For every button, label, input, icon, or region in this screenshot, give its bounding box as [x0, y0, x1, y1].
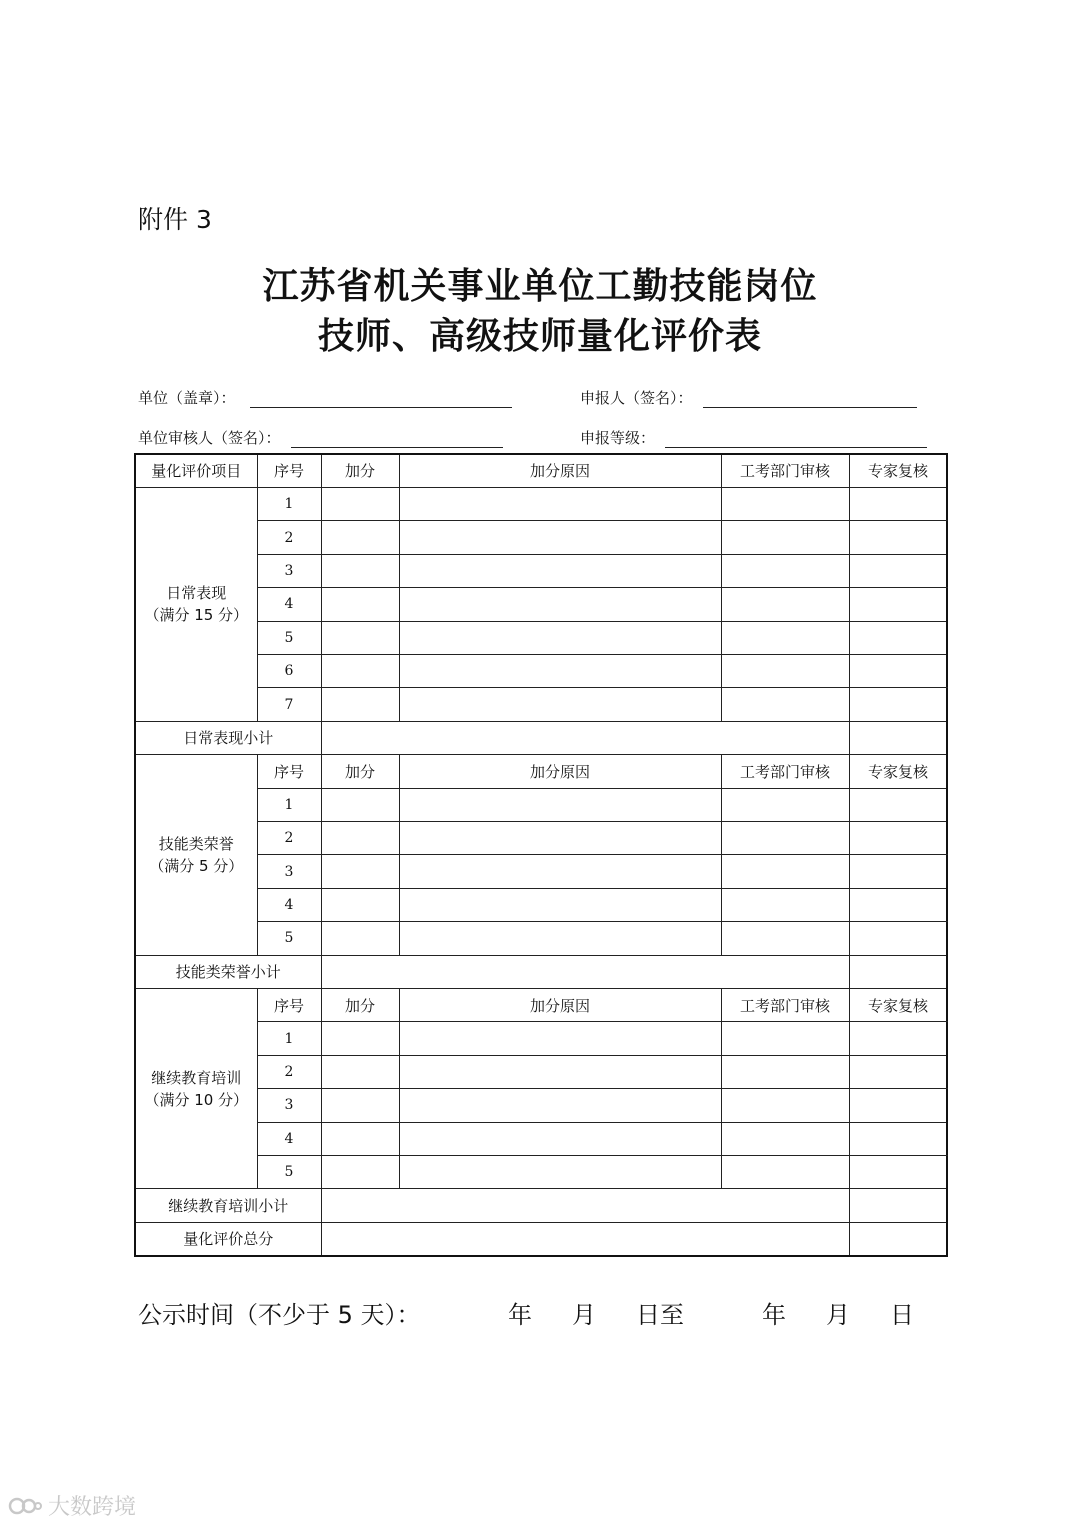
- table-row: [135, 588, 947, 621]
- score-cell[interactable]: [321, 654, 399, 687]
- expert-review-cell[interactable]: [849, 888, 947, 921]
- applicant-sign-line[interactable]: [703, 389, 917, 408]
- expert-review-cell[interactable]: [849, 1089, 947, 1122]
- score-cell[interactable]: [321, 821, 399, 854]
- table-subtotal-row: [135, 1189, 947, 1222]
- header-reason: 加分原因: [399, 454, 721, 487]
- notice-day-start: 日至: [636, 1301, 684, 1329]
- unit-reviewer-line[interactable]: [291, 429, 503, 448]
- table-row: [135, 654, 947, 687]
- table-section-header-row: [135, 989, 947, 1022]
- table-subtotal-row: [135, 955, 947, 988]
- header-score: 加分: [321, 989, 399, 1022]
- attachment-label: 附件 3: [138, 205, 212, 234]
- apply-level-field: [580, 427, 927, 448]
- applicant-sign-label: 申报人（签名）：: [580, 389, 693, 407]
- table-row: [135, 1156, 947, 1189]
- table-total-row: [135, 1222, 947, 1256]
- dept-review-cell[interactable]: [721, 1022, 849, 1055]
- reason-cell[interactable]: [399, 654, 721, 687]
- row-seq: 6: [257, 654, 321, 687]
- expert-review-cell[interactable]: [849, 554, 947, 587]
- subtotal-label: 继续教育培训小计: [135, 1189, 321, 1222]
- unit-stamp-line[interactable]: [250, 389, 512, 408]
- header-reason: 加分原因: [399, 755, 721, 788]
- page-title-line1: 江苏省机关事业单位工勤技能岗位: [262, 266, 818, 307]
- score-cell[interactable]: [321, 688, 399, 721]
- expert-review-cell[interactable]: [849, 855, 947, 888]
- score-cell[interactable]: [321, 888, 399, 921]
- expert-review-cell[interactable]: [849, 487, 947, 520]
- reason-cell[interactable]: [399, 922, 721, 955]
- reason-cell[interactable]: [399, 1055, 721, 1088]
- expert-review-cell[interactable]: [849, 521, 947, 554]
- row-seq: 4: [257, 588, 321, 621]
- header-score: 加分: [321, 755, 399, 788]
- row-seq: 7: [257, 688, 321, 721]
- score-cell[interactable]: [321, 1089, 399, 1122]
- table-row: [135, 621, 947, 654]
- row-seq: 5: [257, 1156, 321, 1189]
- expert-review-cell[interactable]: [849, 821, 947, 854]
- expert-review-cell[interactable]: [849, 1122, 947, 1155]
- score-cell[interactable]: [321, 855, 399, 888]
- watermark: [8, 1490, 136, 1521]
- expert-review-cell[interactable]: [849, 1055, 947, 1088]
- total-dept-cell[interactable]: [849, 1222, 947, 1256]
- score-cell[interactable]: [321, 922, 399, 955]
- dept-review-cell[interactable]: [721, 554, 849, 587]
- dept-review-cell[interactable]: [721, 888, 849, 921]
- evaluation-table: [134, 453, 948, 1257]
- score-cell[interactable]: [321, 621, 399, 654]
- reason-cell[interactable]: [399, 621, 721, 654]
- header-expert-review: 专家复核: [849, 454, 947, 487]
- header-reason: 加分原因: [399, 989, 721, 1022]
- dept-review-cell[interactable]: [721, 487, 849, 520]
- table-row: [135, 1089, 947, 1122]
- unit-stamp-field: [138, 387, 512, 408]
- table-row: [135, 788, 947, 821]
- table-row: [135, 922, 947, 955]
- watermark-text: 大数跨境: [48, 1495, 137, 1520]
- reason-cell[interactable]: [399, 855, 721, 888]
- notice-label: 公示时间（不少于 5 天）：: [138, 1301, 421, 1329]
- reason-cell[interactable]: [399, 1156, 721, 1189]
- apply-level-label: 申报等级：: [580, 429, 656, 447]
- header-expert-review: 专家复核: [849, 755, 947, 788]
- total-value-cell[interactable]: [321, 1222, 849, 1256]
- table-row: [135, 1022, 947, 1055]
- score-cell[interactable]: [321, 788, 399, 821]
- row-seq: 4: [257, 1122, 321, 1155]
- reason-cell[interactable]: [399, 688, 721, 721]
- score-cell[interactable]: [321, 554, 399, 587]
- expert-review-cell[interactable]: [849, 621, 947, 654]
- header-dept-review: 工考部门审核: [721, 454, 849, 487]
- expert-review-cell[interactable]: [849, 1156, 947, 1189]
- table-section-header-row: [135, 755, 947, 788]
- reason-cell[interactable]: [399, 487, 721, 520]
- section-category: [135, 755, 257, 955]
- row-seq: 1: [257, 487, 321, 520]
- subtotal-value-cell[interactable]: [321, 955, 849, 988]
- section-limit: （满分 10 分）: [144, 1090, 249, 1109]
- table-row: [135, 554, 947, 587]
- row-seq: 3: [257, 855, 321, 888]
- reason-cell[interactable]: [399, 821, 721, 854]
- score-cell[interactable]: [321, 1022, 399, 1055]
- unit-stamp-label: 单位（盖章）：: [138, 389, 236, 407]
- applicant-sign-field: [580, 387, 917, 408]
- dept-review-cell[interactable]: [721, 855, 849, 888]
- reason-cell[interactable]: [399, 788, 721, 821]
- reason-cell[interactable]: [399, 588, 721, 621]
- dept-review-cell[interactable]: [721, 621, 849, 654]
- dept-review-cell[interactable]: [721, 688, 849, 721]
- dept-review-cell[interactable]: [721, 1122, 849, 1155]
- table-row: [135, 521, 947, 554]
- notice-year-start: 年: [508, 1301, 532, 1329]
- section-limit: （满分 5 分）: [149, 856, 244, 875]
- row-seq: 3: [257, 554, 321, 587]
- score-cell[interactable]: [321, 487, 399, 520]
- header-seq: 序号: [257, 989, 321, 1022]
- reason-cell[interactable]: [399, 888, 721, 921]
- expert-review-cell[interactable]: [849, 788, 947, 821]
- header-dept-review: 工考部门审核: [721, 989, 849, 1022]
- notice-year-end: 年: [762, 1301, 786, 1329]
- section-category: [135, 989, 257, 1189]
- watermark-logo-icon: [8, 1495, 42, 1517]
- row-seq: 5: [257, 621, 321, 654]
- subtotal-label: 日常表现小计: [135, 721, 321, 754]
- apply-level-line[interactable]: [665, 429, 927, 448]
- row-seq: 4: [257, 888, 321, 921]
- section-category: [135, 487, 257, 721]
- dept-review-cell[interactable]: [721, 521, 849, 554]
- table-subtotal-row: [135, 721, 947, 754]
- table-header-row: [135, 454, 947, 487]
- dept-review-cell[interactable]: [721, 922, 849, 955]
- row-seq: 1: [257, 788, 321, 821]
- score-cell[interactable]: [321, 1122, 399, 1155]
- notice-month-start: 月: [572, 1301, 596, 1329]
- reason-cell[interactable]: [399, 521, 721, 554]
- subtotal-dept-cell[interactable]: [849, 1189, 947, 1222]
- reason-cell[interactable]: [399, 1022, 721, 1055]
- notice-day-end: 日: [890, 1301, 914, 1329]
- table-row: [135, 1122, 947, 1155]
- subtotal-label: 技能类荣誉小计: [135, 955, 321, 988]
- dept-review-cell[interactable]: [721, 1089, 849, 1122]
- reason-cell[interactable]: [399, 554, 721, 587]
- header-seq: 序号: [257, 755, 321, 788]
- dept-review-cell[interactable]: [721, 1055, 849, 1088]
- reason-cell[interactable]: [399, 1089, 721, 1122]
- expert-review-cell[interactable]: [849, 1022, 947, 1055]
- dept-review-cell[interactable]: [721, 654, 849, 687]
- row-seq: 3: [257, 1089, 321, 1122]
- expert-review-cell[interactable]: [849, 688, 947, 721]
- unit-reviewer-field: [138, 427, 503, 448]
- table-row: [135, 821, 947, 854]
- header-expert-review: 专家复核: [849, 989, 947, 1022]
- row-seq: 2: [257, 521, 321, 554]
- total-label: 量化评价总分: [135, 1222, 321, 1256]
- expert-review-cell[interactable]: [849, 922, 947, 955]
- subtotal-value-cell[interactable]: [321, 1189, 849, 1222]
- score-cell[interactable]: [321, 1055, 399, 1088]
- reason-cell[interactable]: [399, 1122, 721, 1155]
- score-cell[interactable]: [321, 521, 399, 554]
- table-row: [135, 855, 947, 888]
- score-cell[interactable]: [321, 588, 399, 621]
- dept-review-cell[interactable]: [721, 1156, 849, 1189]
- section-name: 技能类荣誉: [158, 834, 234, 853]
- table-row: [135, 688, 947, 721]
- dept-review-cell[interactable]: [721, 788, 849, 821]
- row-seq: 2: [257, 1055, 321, 1088]
- header-seq: 序号: [257, 454, 321, 487]
- dept-review-cell[interactable]: [721, 821, 849, 854]
- table-row: [135, 1055, 947, 1088]
- dept-review-cell[interactable]: [721, 588, 849, 621]
- row-seq: 1: [257, 1022, 321, 1055]
- header-dept-review: 工考部门审核: [721, 755, 849, 788]
- row-seq: 2: [257, 821, 321, 854]
- score-cell[interactable]: [321, 1156, 399, 1189]
- page-title-line2: 技师、高级技师量化评价表: [317, 316, 762, 357]
- unit-reviewer-label: 单位审核人（签名）：: [138, 429, 281, 447]
- section-limit: （满分 15 分）: [144, 606, 249, 625]
- expert-review-cell[interactable]: [849, 588, 947, 621]
- header-score: 加分: [321, 454, 399, 487]
- subtotal-value-cell[interactable]: [321, 721, 849, 754]
- expert-review-cell[interactable]: [849, 654, 947, 687]
- subtotal-dept-cell[interactable]: [849, 721, 947, 754]
- row-seq: 5: [257, 922, 321, 955]
- notice-month-end: 月: [826, 1301, 850, 1329]
- table-row: [135, 888, 947, 921]
- subtotal-dept-cell[interactable]: [849, 955, 947, 988]
- section-name: 继续教育培训: [151, 1068, 242, 1087]
- header-item: 量化评价项目: [135, 454, 257, 487]
- section-name: 日常表现: [166, 584, 227, 603]
- table-row: [135, 487, 947, 520]
